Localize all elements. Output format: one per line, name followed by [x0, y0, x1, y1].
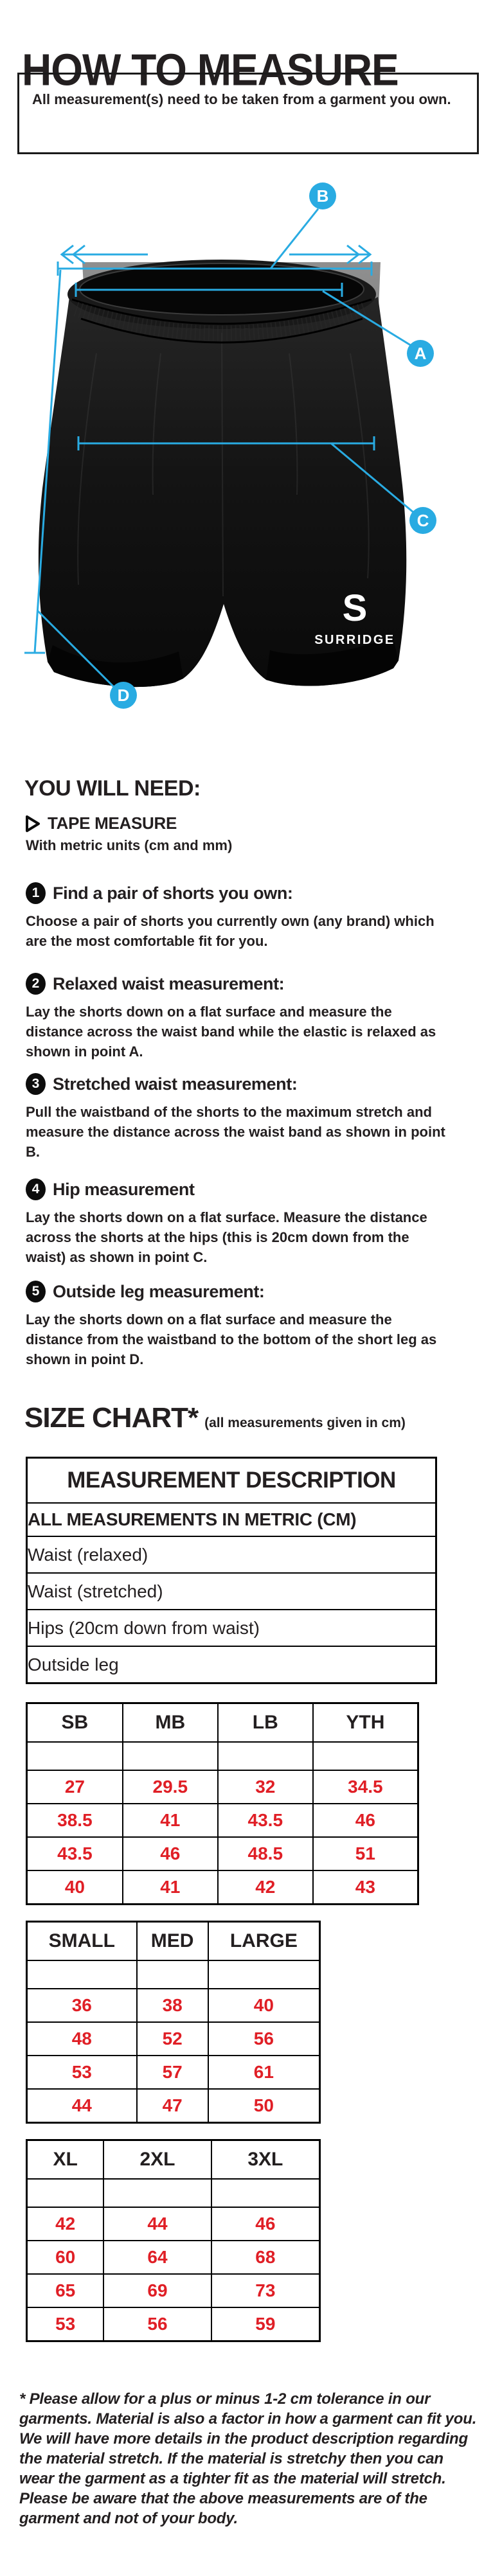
size-table-value-row [27, 2241, 320, 2274]
size-value-cell: 43.5 [218, 1804, 313, 1837]
size-value-cell: 53 [27, 2307, 104, 2341]
measurement-table-header-row [27, 1458, 436, 1504]
size-value-cell: 69 [103, 2274, 211, 2307]
empty-cell [208, 1960, 320, 1989]
step-3-number-badge: 3 [26, 1073, 46, 1095]
stretch-arrow-left [62, 245, 148, 263]
play-triangle-icon [24, 815, 41, 833]
measurement-description-table [26, 1457, 437, 1684]
size-table-value-row [27, 1989, 320, 2022]
size-column-header: XL [27, 2140, 104, 2180]
step-5-body: Lay the shorts down on a flat surface and measure the distance from the waistband to the bottom of the short leg as shown in point D. [26, 1311, 437, 1367]
step-2-body: Lay the shorts down on a flat surface and measure the distance across the waist band while the elastic is relaxed as shown in point A. [26, 1004, 436, 1060]
measurement-table-row [27, 1573, 436, 1610]
step-2-title: Relaxed waist measurement: [53, 973, 285, 993]
size-table-header-row [27, 2140, 320, 2180]
step-5-title: Outside leg measurement: [53, 1281, 265, 1301]
step-1-title: Find a pair of shorts you own: [53, 883, 293, 903]
size-value-cell: 34.5 [313, 1770, 418, 1804]
size-value-cell: 38 [137, 1989, 208, 2022]
tape-measure-label: TAPE MEASURE [48, 813, 177, 833]
size-value-cell: 65 [27, 2274, 104, 2307]
step-4-body: Lay the shorts down on a flat surface. Measure the distance across the shorts at the hips (this is 20cm down from the waist) as shown in point C. [26, 1209, 427, 1265]
point-a-marker [407, 340, 434, 367]
tape-measure-item [24, 813, 177, 833]
size-value-cell: 56 [103, 2307, 211, 2341]
size-column-header: SMALL [27, 1922, 137, 1961]
empty-cell [123, 1742, 218, 1770]
step-2-heading [26, 973, 284, 995]
size-table-empty-row [27, 1960, 320, 1989]
size-value-cell: 52 [137, 2022, 208, 2056]
measurement-label-cell: Hips (20cm down from waist) [27, 1610, 436, 1646]
svg-text:B: B [316, 186, 329, 206]
size-value-cell: 46 [123, 1837, 218, 1870]
point-d-marker [110, 682, 137, 709]
step-3-heading [26, 1073, 297, 1095]
size-value-cell: 40 [27, 1870, 123, 1905]
size-chart-note: (all measurements given in cm) [204, 1416, 406, 1430]
measurement-table-row [27, 1646, 436, 1683]
empty-cell [27, 2179, 104, 2207]
shorts-measurement-diagram [0, 161, 493, 752]
size-value-cell: 42 [218, 1870, 313, 1905]
size-table-value-row [27, 1870, 418, 1905]
empty-cell [137, 1960, 208, 1989]
size-value-cell: 51 [313, 1837, 418, 1870]
size-value-cell: 43 [313, 1870, 418, 1905]
size-value-cell: 73 [211, 2274, 320, 2307]
empty-cell [103, 2179, 211, 2207]
measurement-table-subheader-row [27, 1503, 436, 1536]
size-value-cell: 57 [137, 2056, 208, 2089]
svg-text:D: D [117, 686, 130, 705]
size-column-header: 2XL [103, 2140, 211, 2180]
size-value-cell: 46 [313, 1804, 418, 1837]
size-column-header: YTH [313, 1703, 418, 1743]
size-chart-title: SIZE CHART* [24, 1402, 199, 1434]
svg-text:A: A [414, 344, 427, 363]
step-4-number-badge: 4 [26, 1178, 46, 1200]
size-value-cell: 60 [27, 2241, 104, 2274]
empty-cell [218, 1742, 313, 1770]
you-will-need-heading: YOU WILL NEED: [24, 776, 201, 801]
empty-cell [27, 1960, 137, 1989]
empty-cell [211, 2179, 320, 2207]
stretch-arrow-right [289, 245, 370, 263]
size-value-cell: 48 [27, 2022, 137, 2056]
measurement-table-header: MEASUREMENT DESCRIPTION [27, 1458, 436, 1504]
size-value-cell: 68 [211, 2241, 320, 2274]
size-value-cell: 50 [208, 2089, 320, 2123]
size-value-cell: 44 [103, 2207, 211, 2241]
measurement-table-subheader: ALL MEASUREMENTS IN METRIC (CM) [27, 1503, 436, 1536]
size-table-header-row [27, 1922, 320, 1961]
size-value-cell: 46 [211, 2207, 320, 2241]
point-c-marker [409, 507, 436, 534]
measurement-table-row [27, 1536, 436, 1573]
size-table-adult [26, 1921, 321, 2124]
size-table-value-row [27, 1804, 418, 1837]
size-column-header: MED [137, 1922, 208, 1961]
size-table-value-row [27, 2056, 320, 2089]
empty-cell [313, 1742, 418, 1770]
point-b-leader [271, 209, 318, 269]
size-value-cell: 41 [123, 1804, 218, 1837]
size-table-value-row [27, 2089, 320, 2123]
size-value-cell: 32 [218, 1770, 313, 1804]
step-2-number-badge: 2 [26, 973, 46, 995]
size-value-cell: 29.5 [123, 1770, 218, 1804]
notice-text: All measurement(s) need to be taken from a garment you own. [32, 91, 451, 107]
point-b-marker [309, 182, 336, 209]
step-3-title: Stretched waist measurement: [53, 1074, 298, 1094]
size-table-value-row [27, 2274, 320, 2307]
surridge-wordmark: SURRIDGE [314, 633, 395, 647]
size-value-cell: 36 [27, 1989, 137, 2022]
size-value-cell: 64 [103, 2241, 211, 2274]
surridge-monogram: S [342, 587, 368, 629]
size-table-value-row [27, 2307, 320, 2341]
size-value-cell: 42 [27, 2207, 104, 2241]
size-table-empty-row [27, 2179, 320, 2207]
measurement-label-cell: Waist (stretched) [27, 1573, 436, 1610]
size-table-value-row [27, 1837, 418, 1870]
notice-box [17, 73, 479, 154]
size-chart-heading [24, 1402, 406, 1434]
tape-measure-note: With metric units (cm and mm) [26, 837, 233, 853]
size-value-cell: 48.5 [218, 1837, 313, 1870]
step-3-body: Pull the waistband of the shorts to the maximum stretch and measure the distance across the waist band as shown in point B. [26, 1104, 445, 1160]
step-1-heading [26, 882, 293, 904]
size-column-header: LB [218, 1703, 313, 1743]
size-table-empty-row [27, 1742, 418, 1770]
size-table-value-row [27, 2022, 320, 2056]
size-value-cell: 43.5 [27, 1837, 123, 1870]
size-table-value-row [27, 2207, 320, 2241]
size-value-cell: 41 [123, 1870, 218, 1905]
size-value-cell: 59 [211, 2307, 320, 2341]
size-value-cell: 61 [208, 2056, 320, 2089]
step-4-heading [26, 1178, 195, 1200]
size-value-cell: 40 [208, 1989, 320, 2022]
page-title: HOW TO MEASURE [22, 44, 399, 95]
size-column-header: 3XL [211, 2140, 320, 2180]
size-column-header: MB [123, 1703, 218, 1743]
size-value-cell: 56 [208, 2022, 320, 2056]
step-5-heading [26, 1281, 265, 1302]
empty-cell [27, 1742, 123, 1770]
measurement-label-cell: Waist (relaxed) [27, 1536, 436, 1573]
size-table-value-row [27, 1770, 418, 1804]
svg-text:C: C [417, 511, 429, 530]
size-value-cell: 27 [27, 1770, 123, 1804]
step-5-number-badge: 5 [26, 1281, 46, 1302]
tolerance-footnote: * Please allow for a plus or minus 1-2 cm tolerance in our garments. Material is also a factor in how a garment can fit you. We will have more details in the product description regarding the material stretch. If the material is stretchy then you can wear the garment as a tighter fit as the material will stretch. Please be aware that the above measurements are of the garment and not of your body. [19, 2390, 477, 2527]
size-value-cell: 44 [27, 2089, 137, 2123]
measurement-label-cell: Outside leg [27, 1646, 436, 1683]
size-column-header: SB [27, 1703, 123, 1743]
size-column-header: LARGE [208, 1922, 320, 1961]
size-table-youth [26, 1702, 419, 1905]
size-table-header-row [27, 1703, 418, 1743]
size-table-xl [26, 2139, 321, 2342]
step-1-body: Choose a pair of shorts you currently own (any brand) which are the most comfortable fit for you. [26, 913, 435, 949]
size-value-cell: 38.5 [27, 1804, 123, 1837]
step-4-title: Hip measurement [53, 1179, 195, 1199]
size-value-cell: 53 [27, 2056, 137, 2089]
size-value-cell: 47 [137, 2089, 208, 2123]
measurement-table-row [27, 1610, 436, 1646]
step-1-number-badge: 1 [26, 882, 46, 904]
